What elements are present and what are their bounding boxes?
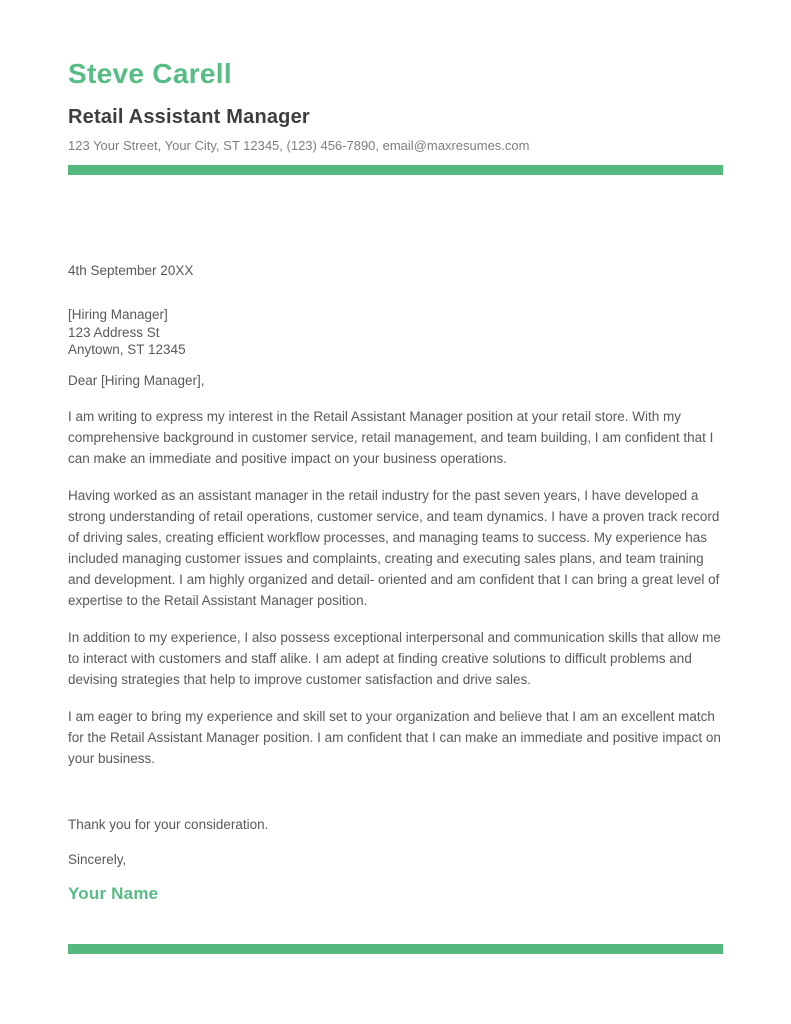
letter-body	[68, 262, 723, 904]
recipient-address	[68, 306, 723, 359]
job-title: Retail Assistant Manager	[68, 106, 310, 128]
body-paragraph-4: I am eager to bring my experience and skill set to your organization and believe that I am an excellent match for the Retail Assistant Manager position. I am confident that I can make an immediate and positive impact on your business.	[68, 708, 721, 766]
recipient-line: [Hiring Manager]	[68, 307, 168, 322]
recipient-line: Anytown, ST 12345	[68, 342, 186, 357]
signature-name: Your Name	[68, 883, 159, 903]
body-paragraph-2: Having worked as an assistant manager in the retail industry for the past seven years, I have developed a strong understanding of retail operations, customer service, and team dynamics. I have a proven track record of driving sales, creating efficient workflow processes, and managing teams to success. My experience has included managing customer issues and complaints, creating and executing sales plans, and team training and development. I am highly organized and detail- oriented and am confident that I can bring a great level of expertise to the Retail Assistant Manager position.	[68, 487, 720, 608]
closing-line: Sincerely,	[68, 851, 127, 867]
contact-line: 123 Your Street, Your City, ST 12345, (123) 456-7890, email@maxresumes.com	[68, 138, 530, 153]
letter-header	[68, 58, 723, 175]
body-paragraph-1: I am writing to express my interest in the Retail Assistant Manager position at your retail store. With my comprehensive background in customer service, retail management, and team building, I am confident that I can make an immediate and positive impact on your business operations.	[68, 408, 714, 466]
candidate-name: Steve Carell	[68, 58, 232, 89]
letter-date: 4th September 20XX	[68, 263, 194, 278]
body-paragraph-3: In addition to my experience, I also possess exceptional interpersonal and communication skills that allow me to interact with customers and staff alike. I am adept at finding creative solutions to difficult problems and devising strategies that help to improve customer satisfaction and drive sales.	[68, 629, 721, 687]
salutation: Dear [Hiring Manager],	[68, 372, 205, 388]
top-divider-bar	[68, 165, 723, 175]
bottom-divider-bar	[68, 944, 723, 954]
thanks-line: Thank you for your consideration.	[68, 816, 269, 832]
recipient-line: 123 Address St	[68, 324, 160, 340]
